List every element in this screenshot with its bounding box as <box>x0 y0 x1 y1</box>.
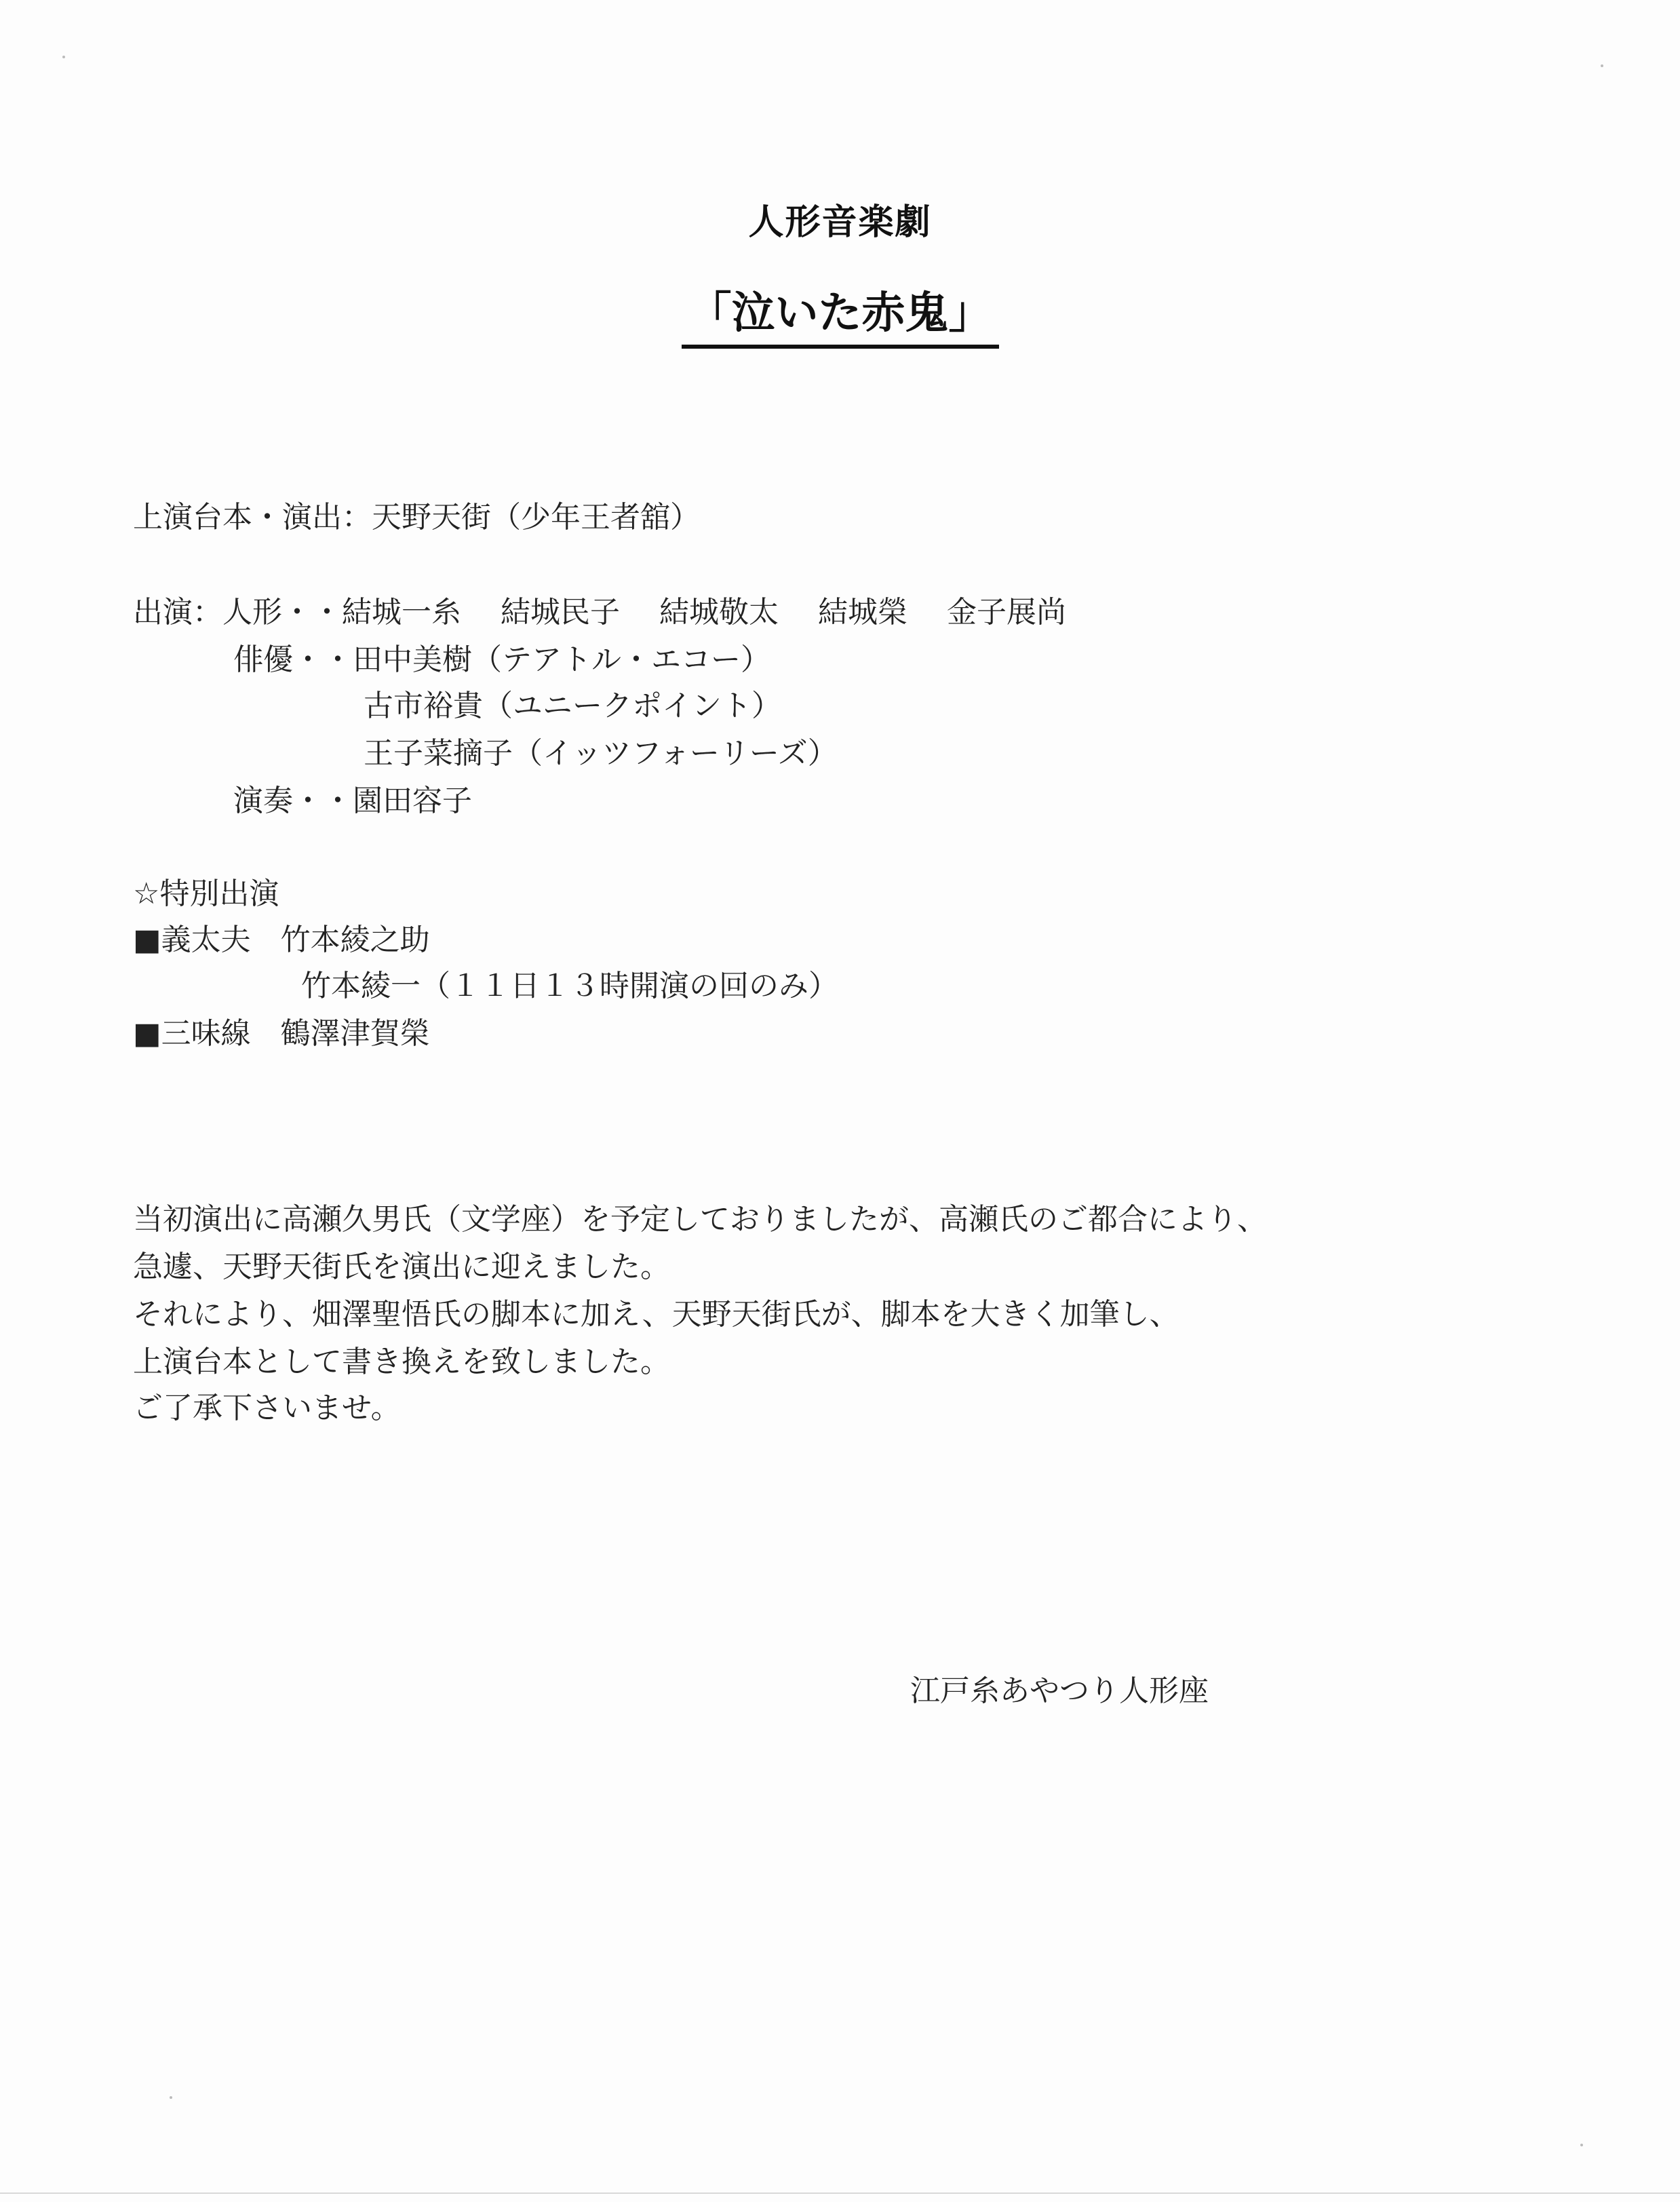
play-title <box>0 278 1680 349</box>
puppeteer-name: 金子展尚 <box>947 595 1066 630</box>
scan-speck <box>170 2096 172 2099</box>
puppeteer-name: 結城一糸 <box>342 595 461 630</box>
gidayu-credit-2: 竹本綾一（１１日１３時開演の回のみ） <box>301 969 838 1003</box>
notice-line: それにより、畑澤聖悟氏の脚本に加え、天野天街氏が、脚本を大きく加筆し、 <box>133 1297 1179 1332</box>
music-credit: 演奏・・園田容子 <box>233 784 472 818</box>
puppet-credit-label: 出演：人形・・ <box>133 595 342 630</box>
scan-speck <box>62 56 65 58</box>
notice-line: ご了承下さいませ。 <box>133 1391 401 1425</box>
scan-edge <box>0 2193 1680 2194</box>
shamisen-credit: ■三味線 鶴澤津賀榮 <box>133 1016 430 1051</box>
notice-line: 当初演出に高瀬久男氏（文学座）を予定しておりましたが、高瀬氏のご都合により、 <box>133 1202 1267 1237</box>
special-heading: ☆特別出演 <box>133 876 279 911</box>
puppeteer-name: 結城敬太 <box>659 595 779 630</box>
puppeteer-name: 結城榮 <box>818 595 907 630</box>
notice-line: 急遽、天野天街氏を演出に迎えました。 <box>133 1250 670 1284</box>
organization-signature: 江戸糸あやつり人形座 <box>910 1674 1209 1708</box>
director-credit: 上演台本・演出：天野天街（少年王者舘） <box>133 500 700 535</box>
actor-credit-3: 王子菜摘子（イッツフォーリーズ） <box>364 736 838 771</box>
play-title-text: 「泣いた赤鬼」 <box>682 278 999 349</box>
scan-speck <box>1601 64 1603 67</box>
gidayu-credit: ■義太夫 竹本綾之助 <box>133 923 430 957</box>
actor-credit-2: 古市裕貴（ユニークポイント） <box>364 689 781 723</box>
notice-line: 上演台本として書き換えを致しました。 <box>133 1345 670 1379</box>
scan-speck <box>1580 2144 1583 2146</box>
actor-credit-1: 俳優・・田中美樹（テアトル・エコー） <box>233 642 770 677</box>
genre-heading: 人形音楽劇 <box>748 202 932 243</box>
puppeteer-name: 結城民子 <box>501 595 620 630</box>
puppet-credit-line <box>133 594 1106 632</box>
